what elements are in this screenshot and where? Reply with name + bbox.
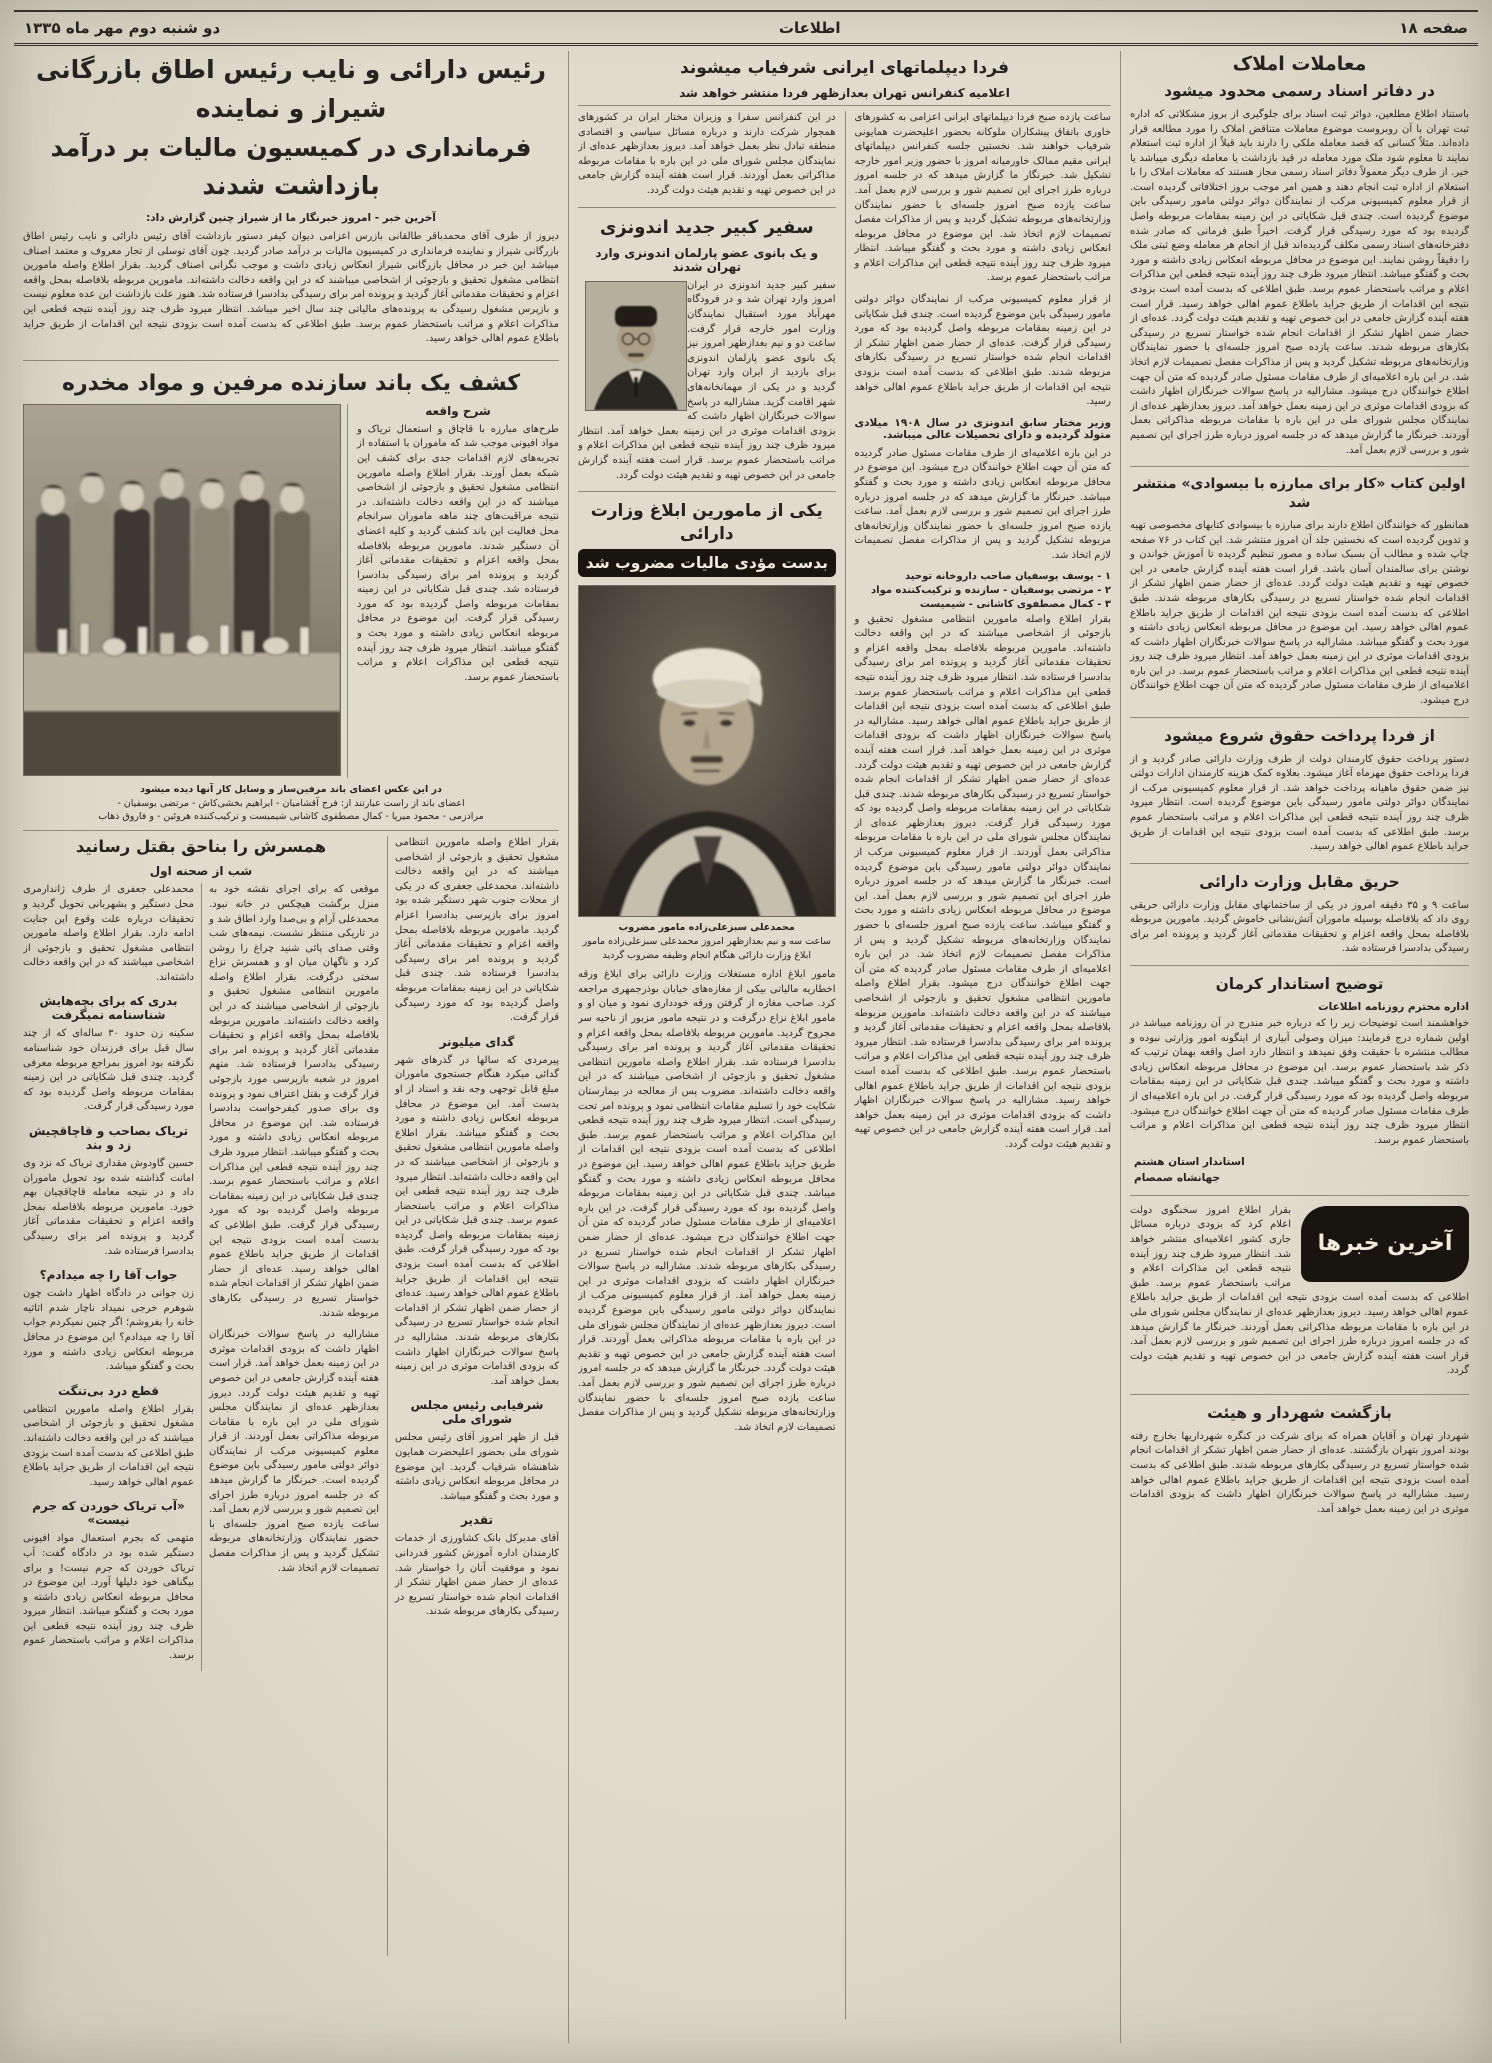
tax-officer-story xyxy=(578,500,836,1435)
caption-officer-note: ساعت سه و نیم بعدازظهر امروز محمدعلی سبزعلی‌زاده مامور ابلاغ وزارت دارائی هنگام انجام وظیفه مضروب گردید xyxy=(582,935,831,961)
headline-literacy-book: اولین کتاب «کار برای مبارزه با بیسوادی» منتشر شد xyxy=(1133,476,1466,512)
morphine-captions xyxy=(27,783,555,824)
body-registry: باستناد اطلاع مطلعین، دوائر ثبت اسناد برای جلوگیری از بروز مشکلاتی که اداره ثبت تهران با آن روبروست موضوع معاملات متناقض املاک را مورد مطالعه قرار داده‌اند. مثلاً کسانی که قصد معامله ملکی را دارند باید قبلاً از اداره ثبت استعلام نمایند تا معلوم شود ملک مورد معامله در قید بازداشت یا معامله دیگری میباشد یا خیر. از طرف دیگر معمولاً دفاتر اسناد رسمی مجاز هستند که معاملات املاک را با استعلام از اداره ثبت انجام دهند و همین امر موجب بروز اختلافاتی گردیده است. از قرار معلوم کمیسیونی مرکب از نمایندگان دوائر دولتی مامور رسیدگی باین موضوع گردیده است. چندی قبل شکایاتی در این زمینه بمقامات مربوطه واصل گردیده بود که مورد رسیدگی قرار گرفت. اخیراً طبق فرمانی که صادر شده دفترخانه‌های اسناد رسمی مکلف گردیده‌اند قبل از انجام هر معامله وضع ثبتی ملک را دقیقاً روشن نمایند. این موضوع در محافل مربوطه انعکاس زیادی داشته و مورد بحث و گفتگو میباشد. انتظار میرود ظرف چند روز آینده نتیجه قطعی این مذاکرات اعلام و مراتب باستحضار عموم برسد. طبق اطلاعی که بدست آمده است بزودی نتیجه این اقدامات از طریق جراید باطلاع عموم اهالی خواهد رسید. قرار است هفته آینده گزارش جامعی در این خصوص تهیه و تقدیم هیئت دولت گردد. عده‌ای از حضار ضمن اظهار تشکر از اقدامات انجام شده خواستار تسریع در رسیدگی بکارهای مربوطه شدند. ساعت یازده صبح امروز جلسه‌ای با حضور نمایندگان وزارتخانه‌های مربوطه تشکیل گردید و پس از مذاکرات مفصل تصمیمات لازم اتخاذ شد. در این باره اعلامیه‌ای از طرف مقامات مسئول صادر گردیده که متن آن جهت اطلاع خوانندگان درج میشود. مشارالیه در پاسخ سوالات خبرنگاران اظهار داشت که بزودی اقدامات موثری در این زمینه بعمل خواهد آمد. دیروز بعدازظهر عده‌ای از نمایندگان مجلس شورای ملی در این باره با مقامات مربوطه مذاکراتی بعمل آوردند. خبرنگار ما گزارش میدهد که در جلسه امروز درباره طرز اجرای این تصمیم شور و بررسی لازم بعمل آمد. xyxy=(1130,108,1469,456)
headline-opium-deal: تریاک بصاحب و قاچاقچیش زد و بند xyxy=(28,1124,189,1153)
banner-tax-officer: بدست مؤدی مالیات مضروب شد xyxy=(578,549,836,577)
body-bl-6: متهمی که بجرم استعمال مواد افیونی دستگیر شده بود در دادگاه گفت: آب تریاک خوردن که جرم نیست! و برای بیگناهی خود دلیلها آورد. این موضوع در محافل مربوطه انعکاس زیادی داشته و مورد بحث و گفتگو میباشد. انتظار میرود ظرف چند روز آینده نتیجه قطعی این مذاکرات اعلام و مراتب باستحضار عموم برسد. xyxy=(23,1533,194,1662)
section-label-real-estate: معاملات املاک xyxy=(1232,53,1367,75)
body-conference-left: در این کنفرانس سفرا و وزیران مختار ایران در کشورهای همجوار شرکت دارند و درباره مسائل سیاسی و اقتصادی منطقه تبادل نظر بعمل خواهد آمد. دیروز بعدازظهر عده‌ای از نمایندگان مجلس شورای ملی در این باره با مقامات مربوطه مذاکراتی بعمل آوردند. قرار است هفته آینده گزارش جامعی در این خصوص تهیه و تقدیم هیئت دولت گردد. xyxy=(578,111,836,196)
middle-subcolumn-left xyxy=(578,111,845,2019)
headline-arrest-line2: فرمانداری در کمیسیون مالیات بر درآمد بازداشت شدند xyxy=(50,132,532,201)
headline-conference: فردا دیپلماتهای ایرانی شرفیاب میشوند xyxy=(680,58,1009,78)
subhead-conference: اعلامیه کنفرانس تهران بعدازظهر فردا منتشر خواهد شد xyxy=(679,85,1010,100)
body-murder-1: موقعی که برای اجرای نقشه خود به منزل برگشت هیچکس در خانه نبود. محمدعلی آرام و بی‌صدا وارد اطاق شد و در تاریکی منتظر نشست. نیمه‌های شب وقتی صدای پائی شنید چراغ را روشن کرد و ناگهان میان او و همسرش نزاع سختی درگرفت. بقرار اطلاع واصله مامورین انتظامی مشغول تحقیق و بازجوئی از اشخاصی میباشند که در این واقعه دخالت داشته‌اند. مامورین مربوطه بلافاصله بمحل واقعه اعزام و تحقیقات مقدماتی آغاز گردید و پرونده امر برای رسیدگی بدادسرا فرستاده شد. متهم امروز در شعبه بازپرسی مورد بازجوئی قرار گرفت و بقتل اعتراف نمود و پرونده وی برای صدور کیفرخواست بدادسرا فرستاده شد. این موضوع در محافل مربوطه انعکاس زیادی داشته و مورد بحث و گفتگو میباشد. انتظار میرود ظرف چند روز آینده نتیجه قطعی این مذاکرات اعلام و مراتب باستحضار عموم برسد. چندی قبل شکایاتی در این زمینه بمقامات مربوطه واصل گردیده بود که مورد رسیدگی قرار گرفت. طبق اطلاعی که بدست آمده است بزودی نتیجه این اقدامات از طریق جراید باطلاع عموم اهالی خواهد رسید. عده‌ای از حضار ضمن اظهار تشکر از اقدامات انجام شده خواستار تسریع در رسیدگی بکارهای مربوطه شدند. xyxy=(209,884,379,1319)
body-conference-right: ساعت یازده صبح فردا دیپلماتهای ایرانی اعزامی به کشورهای خاوری باتفاق پیشکاران ملوکانه بحضور اعلیحضرت همایونی شرفیاب خواهند شد. نخستین جلسه کنفرانس دیپلماتهای ایرانی مقیم ممالک خاورمیانه امروز با حضور وزیر امور خارجه تشکیل شد. خبرنگار ما گزارش میدهد که در جلسه امروز درباره طرز اجرای این تصمیم شور و بررسی لازم بعمل آمد. ساعت یازده صبح امروز جلسه‌ای با حضور نمایندگان وزارتخانه‌های مربوطه تشکیل گردید و پس از مذاکرات مفصل تصمیمات لازم اتخاذ شد. این موضوع در محافل مربوطه انعکاس زیادی داشته و مورد بحث و گفتگو میباشد. انتظار میرود ظرف چند روز آینده نتیجه قطعی این مذاکرات اعلام و مراتب باستحضار عموم برسد. xyxy=(854,111,1111,284)
headline-morphine-band: کشف یک باند سازنده مرفین و مواد مخدره xyxy=(61,370,521,396)
last-news-badge: آخرین خبرها xyxy=(1301,1206,1469,1282)
body-ambassador: سفیر کبیر جدید اندونزی در ایران امروز وارد تهران شد و در فرودگاه مهرآباد مورد استقبال نمایندگان وزارت امور خارجه قرار گرفت. ساعت دو و نیم بعدازظهر امروز نیز یک بانوی عضو پارلمان اندونزی برای بازدید از ایران وارد تهران گردید و در یکی از مهمانخانه‌های شهر اقامت گزید. مشارالیه در پاسخ سوالات خبرنگاران اظهار داشت که بزودی اقدامات موثری در این زمینه بعمل خواهد آمد. انتظار میرود ظرف چند روز آینده نتیجه قطعی این مذاکرات اعلام و مراتب باستحضار عموم برسد. قرار است هفته آینده گزارش جامعی در این خصوص تهیه و تقدیم هیئت دولت گردد. xyxy=(578,279,836,481)
body-continuation-3: بقرار اطلاع واصله مامورین انتظامی مشغول تحقیق و بازجوئی از اشخاصی میباشند که در این واقعه دخالت داشته‌اند. مامورین مربوطه بلافاصله بمحل واقعه اعزام و تحقیقات مقدماتی آغاز گردید و پرونده امر برای رسیدگی بدادسرا فرستاده شد. انتظار میرود ظرف چند روز آینده نتیجه قطعی این مذاکرات اعلام و مراتب باستحضار عموم برسد. طبق اطلاعی که بدست آمده است بزودی نتیجه این اقدامات از طریق جراید باطلاع عموم اهالی خواهد رسید. مشارالیه در پاسخ سوالات خبرنگاران اظهار داشت که بزودی اقدامات موثری در این زمینه بعمل خواهد آمد. قرار است هفته آینده گزارش جامعی در این خصوص تهیه و تقدیم هیئت دولت گردد. عده‌ای از حضار ضمن اظهار تشکر از اقدامات انجام شده خواستار تسریع در رسیدگی بکارهای مربوطه شدند. چندی قبل شکایاتی در این زمینه بمقامات مربوطه واصل گردیده بود که مورد رسیدگی قرار گرفت. دیروز بعدازظهر عده‌ای از نمایندگان مجلس شورای ملی در این باره با مقامات مربوطه مذاکراتی بعمل آوردند. از قرار معلوم کمیسیونی مرکب از نمایندگان دوائر دولتی مامور رسیدگی باین موضوع گردیده است. خبرنگار ما گزارش میدهد که در جلسه امروز درباره طرز اجرای این تصمیم شور و بررسی لازم بعمل آمد. این موضوع در محافل مربوطه انعکاس زیادی داشته و مورد بحث و گفتگو میباشد. ساعت یازده صبح امروز جلسه‌ای با حضور نمایندگان وزارتخانه‌های مربوطه تشکیل گردید و پس از مذاکرات مفصل تصمیمات لازم اتخاذ شد. در این باره اعلامیه‌ای از طرف مقامات مسئول صادر گردیده که متن آن جهت اطلاع خوانندگان درج میشود. بقرار اطلاع واصله مامورین انتظامی مشغول تحقیق و بازجوئی از اشخاصی میباشند که در این واقعه دخالت داشته‌اند. مامورین مربوطه بلافاصله بمحل واقعه اعزام و تحقیقات مقدماتی آغاز گردید و پرونده امر برای رسیدگی بدادسرا فرستاده شد. انتظار میرود ظرف چند روز آینده نتیجه قطعی این مذاکرات اعلام و مراتب باستحضار عموم برسد. طبق اطلاعی که بدست آمده است بزودی نتیجه این اقدامات از طریق جراید باطلاع عموم اهالی خواهد رسید. مشارالیه در پاسخ سوالات خبرنگاران اظهار داشت که بزودی اقدامات موثری در این زمینه بعمل خواهد آمد. قرار است هفته آینده گزارش جامعی در این خصوص تهیه و تقدیم هیئت دولت گردد. xyxy=(854,613,1111,1150)
caption-band-2: اعضای باند از راست عبارتند از: فرج آقشامیان - ابراهیم بخشی‌کاش - مرتضی یوسفیان - xyxy=(117,797,465,809)
beaten-officer-photo-illustration xyxy=(579,586,835,917)
divider xyxy=(1130,717,1469,718)
divider xyxy=(1130,965,1469,966)
body-literacy-book: همانطور که خوانندگان اطلاع دارند برای مبارزه با بیسوادی کتابهای مخصوصی تهیه و تدوین گردیده است که نخستین جلد آن امروز منتشر شد. این کتاب در ۷۶ صفحه چاپ شده و مطالب آن بسبک ساده و مصور تنظیم گردیده تا آموزش خواندن و نوشتن برای سالمندان آسان باشد. قرار است هفته آینده گزارش جامعی در این خصوص تهیه و تقدیم هیئت دولت گردد. عده‌ای از حضار ضمن اظهار تشکر از اقدامات انجام شده خواستار تسریع در رسیدگی بکارهای مربوطه شدند. طبق اطلاعی که بدست آمده است بزودی نتیجه این اقدامات از طریق جراید باطلاع عموم اهالی خواهد رسید. این موضوع در محافل مربوطه انعکاس زیادی داشته و مورد بحث و گفتگو میباشد. مشارالیه در پاسخ سوالات خبرنگاران اظهار داشت که بزودی اقدامات موثری در این زمینه بعمل خواهد آمد. انتظار میرود ظرف چند روز آینده نتیجه قطعی این مذاکرات اعلام و مراتب باستحضار عموم برسد. در این باره اعلامیه‌ای از طرف مقامات مسئول صادر گردیده که متن آن جهت اطلاع خوانندگان درج میشود. xyxy=(1130,519,1469,707)
middle-subcolumn-right xyxy=(845,111,1112,2019)
bottom-left-column-right xyxy=(387,836,559,1956)
bottom-left-wide-block xyxy=(23,836,387,1956)
bottom-left-columns xyxy=(23,830,559,1956)
morphine-band-group-photo xyxy=(23,404,341,776)
body-salary: دستور پرداخت حقوق کارمندان دولت از طرف وزارت دارائی صادر گردید و از فردا پرداخت حقوق مهرماه آغاز میشود. بعلاوه کمک هزینه کارمندان ادارات دولتی نیز ضمن حقوق ماهیانه پرداخت خواهد شد. از قرار معلوم کمیسیونی مرکب از نمایندگان دوائر دولتی مامور رسیدگی باین موضوع گردیده است. انتظار میرود ظرف چند روز آینده نتیجه قطعی این مذاکرات اعلام و مراتب باستحضار عموم برسد. طبق اطلاعی که بدست آمده است بزودی نتیجه این اقدامات از طریق جراید باطلاع عموم اهالی خواهد رسید. xyxy=(1130,753,1469,853)
body-br-4: آقای مدیرکل بانک کشاورزی از خدمات کارمندان اداره آموزش کشور قدردانی نمود و موفقیت آنان را خواستار شد. عده‌ای از حضار ضمن اظهار تشکر از اقدامات انجام شده خواستار تسریع در رسیدگی بکارهای مربوطه شدند. xyxy=(395,1533,559,1618)
column-middle xyxy=(568,51,1120,2043)
divider xyxy=(1130,863,1469,864)
headline-appreciation: تقدیر xyxy=(460,1513,494,1528)
column-left xyxy=(14,51,568,2043)
issue-date: دو شنبه دوم مهر ماه ۱۳۳۵ xyxy=(24,18,221,37)
headline-mayor-return: بازگشت شهردار و هیئت xyxy=(1207,1403,1392,1422)
morphine-side-column xyxy=(347,404,559,778)
band-member-item-3: ۳ - کمال مصطفوی کاشانی - شیمیست xyxy=(919,598,1111,610)
headline-fire: حریق مقابل وزارت دارائی xyxy=(1199,872,1400,891)
band-member-item-2: ۲ - مرتضی یوسفیان - سازنده و ترکیب‌کننده مواد xyxy=(871,584,1111,596)
kerman-salutation: اداره محترم روزنامه اطلاعات xyxy=(1318,1000,1469,1013)
divider xyxy=(578,207,836,208)
headline-pain-relief: قطع درد بی‌تنگت xyxy=(57,1383,160,1398)
ambassador-story xyxy=(578,216,836,484)
headline-no-birth-certificate: بدری که برای بچه‌هایش شناسنامه نمیگرفت xyxy=(39,994,178,1023)
caption-band-3: مرادزمی - محمود میرپا - کمال مصطفوی کاشانی شیمیست و ترکیب‌کننده هروئین - و فاروق ذهاب xyxy=(98,811,484,823)
body-fire: ساعت ۹ و ۳۵ دقیقه امروز در یکی از ساختمانهای مقابل وزارت دارائی حریقی روی داد که بلافاصله بوسیله ماموران آتش‌نشانی خاموش گردید. مامورین مربوطه بلافاصله بمحل واقعه اعزام و تحقیقات مقدماتی آغاز گردید و پرونده امر برای رسیدگی بدادسرا فرستاده شد. xyxy=(1130,899,1470,955)
page-body xyxy=(14,51,1478,2043)
newspaper-title: اطلاعات xyxy=(778,18,841,37)
body-bl-2: سکینه زن حدود ۳۰ ساله‌ای که از چند سال قبل برای فرزندان خود شناسنامه نگرفته بود امروز بمراجع مربوطه معرفی گردید. چندی قبل شکایاتی در این زمینه بمقامات مربوطه واصل گردیده بود که مورد رسیدگی قرار گرفت. xyxy=(23,1028,194,1113)
body-arrest: دیروز از طرف آقای محمدباقر طالقانی بازرس اعزامی دیوان کیفر دستور بازداشت آقای رئیس دارائی و نایب رئیس اطاق بازرگانی شیراز و نماینده فرمانداری در کمیسیون مالیات بر درآمد صادر گردید. چون آقای توسلی از تجار معروف و معتمد اصناف میباشد این خبر در محافل بازرگانی شیراز انعکاس زیادی داشت و موجب نگرانی اصناف گردید. بقرار اطلاع واصله مامورین انتظامی مشغول تحقیق و بازجوئی از اشخاصی میباشند که در این واقعه دخالت داشته‌اند. مامورین مربوطه بلافاصله بمحل واقعه اعزام و تحقیقات مقدماتی آغاز گردید و پرونده امر برای رسیدگی بدادسرا فرستاده شد. هنوز علت بازداشت این عده معلوم نیست و بازپرس مشغول رسیدگی به پرونده‌های مالیاتی چند سال اخیر میباشد. انتظار میرود ظرف چند روز آینده نتیجه قطعی این مذاکرات اعلام و مراتب باستحضار عموم برسد. طبق اطلاعی که بدست آمده است بزودی نتیجه این اقدامات از طریق جراید باطلاع عموم اهالی خواهد رسید. xyxy=(23,231,559,345)
morphine-side-label: شرح واقعه xyxy=(425,403,491,418)
headline-majles-speaker: شرفیابی رئیس مجلس شورای ملی xyxy=(410,1398,544,1427)
lead-ambassador-bio: وزیر مختار سابق اندونزی در سال ۱۹۰۸ میلادی متولد گردیده و دارای تحصیلات عالی میباشد. xyxy=(854,416,1111,441)
murder-column-right xyxy=(201,883,379,1670)
body-br-2: پیرمردی که سالها در گذرهای شهر گدائی میکرد هنگام جستجوی ماموران مبلغ قابل توجهی وجه نقد و اسناد از او بدست آمد. این موضوع در محافل مربوطه انعکاس زیادی داشته و مورد بحث و گفتگو میباشد. بقرار اطلاع واصله مامورین انتظامی مشغول تحقیق و بازجوئی از اشخاصی میباشند که در این واقعه دخالت داشته‌اند. انتظار میرود ظرف چند روز آینده نتیجه قطعی این مذاکرات اعلام و مراتب باستحضار عموم برسد. چندی قبل شکایاتی در این زمینه بمقامات مربوطه واصل گردیده بود که مورد رسیدگی قرار گرفت. طبق اطلاعی که بدست آمده است بزودی نتیجه این اقدامات از طریق جراید باطلاع عموم اهالی خواهد رسید. عده‌ای از حضار ضمن اظهار تشکر از اقدامات انجام شده خواستار تسریع در رسیدگی بکارهای مربوطه شدند. مشارالیه در پاسخ سوالات خبرنگاران اظهار داشت که بزودی اقدامات موثری در این زمینه بعمل خواهد آمد. xyxy=(395,1054,559,1387)
body-continuation: از قرار معلوم کمیسیونی مرکب از نمایندگان دوائر دولتی مامور رسیدگی باین موضوع گردیده است. چندی قبل شکایاتی در این زمینه بمقامات مربوطه واصل گردیده بود که مورد رسیدگی قرار گرفت. عده‌ای از حضار ضمن اظهار تشکر از اقدامات انجام شده خواستار تسریع در رسیدگی بکارهای مربوطه شدند. طبق اطلاعی که بدست آمده است بزودی نتیجه این اقدامات از طریق جراید باطلاع عموم اهالی خواهد رسید. xyxy=(854,294,1111,408)
body-continuation-2: در این باره اعلامیه‌ای از طرف مقامات مسئول صادر گردیده که متن آن جهت اطلاع خوانندگان درج میشود. این موضوع در محافل مربوطه انعکاس زیادی داشته و مورد بحث و گفتگو میباشد. خبرنگار ما گزارش میدهد که در جلسه امروز درباره طرز اجرای این تصمیم شور و بررسی لازم بعمل آمد. ساعت یازده صبح امروز جلسه‌ای با حضور نمایندگان وزارتخانه‌های مربوطه تشکیل گردید و پس از مذاکرات مفصل تصمیمات لازم اتخاذ شد. xyxy=(854,447,1111,561)
caption-officer-name: محمدعلی سبزعلی‌زاده مامور مضروب xyxy=(618,921,795,933)
beaten-officer-photo xyxy=(578,585,836,917)
column-real-estate xyxy=(1120,51,1478,2043)
body-last-news: بقرار اطلاع امروز سخنگوی دولت اعلام کرد که بزودی درباره مسائل جاری کشور اعلامیه‌ای منتشر خواهد شد. انتظار میرود ظرف چند روز آینده نتیجه قطعی این مذاکرات اعلام و مراتب باستحضار عموم برسد. طبق اطلاعی که بدست آمده است بزودی نتیجه این اقدامات از طریق جراید باطلاع عموم اهالی خواهد رسید. دیروز بعدازظهر عده‌ای از نمایندگان مجلس شورای ملی در این باره با مقامات مربوطه مذاکراتی بعمل آوردند. خبرنگار ما گزارش میدهد که در جلسه امروز درباره طرز اجرای این تصمیم شور و بررسی لازم بعمل آمد. قرار است هفته آینده گزارش جامعی در این خصوص تهیه و تقدیم هیئت دولت گردد. xyxy=(1130,1204,1469,1377)
headline-opium-water: «آب تریاک خوردن که جرم نیست» xyxy=(32,1499,185,1528)
body-br-3: قبل از ظهر امروز آقای رئیس مجلس شورای ملی بحضور اعلیحضرت همایون شاهنشاه شرفیاب گردید. این موضوع در محافل مربوطه انعکاس زیادی داشته و مورد بحث و گفتگو میباشد. xyxy=(395,1432,559,1502)
headline-millionaire-beggar: گدای میلیونر xyxy=(439,1034,515,1049)
headline-what-answer: جواب آقا را چه میدادم؟ xyxy=(39,1268,178,1283)
body-mayor-return: شهردار تهران و آقایان همراه که برای شرکت در کنگره شهرداریها بخارج رفته بودند امروز بتهران بازگشتند. عده‌ای از حضار ضمن اظهار تشکر از اقدامات انجام شده خواستار تسریع در رسیدگی بکارهای مربوطه شدند. طبق اطلاعی که بدست آمده است بزودی نتیجه این اقدامات از طریق جراید باطلاع عموم اهالی خواهد رسید. مشارالیه در پاسخ سوالات خبرنگاران اظهار داشت که بزودی اقدامات موثری در این زمینه بعمل خواهد آمد. xyxy=(1130,1430,1469,1515)
caption-band-1: در این عکس اعضای باند مرفین‌ساز و وسایل کار آنها دیده میشود xyxy=(140,783,442,795)
body-bl-3: حسین گاودوش مقداری تریاک که نزد وی امانت گذاشته شده بود تحویل ماموران داد و در نتیجه معامله قاچاقچیان بهم خورد. مامورین مربوطه بلافاصله بمحل واقعه اعزام و تحقیقات مقدماتی آغاز گردید و پرونده امر برای رسیدگی بدادسرا فرستاده شد. xyxy=(23,1158,194,1257)
body-tax-officer: مامور ابلاغ اداره مستغلات وزارت دارائی برای ابلاغ ورقه اخطاریه مالیاتی بیکی از مغازه‌های خیابان بوذرجمهری مراجعه کرد. صاحب مغازه از گرفتن ورقه خودداری نمود و میان او و مامور ابلاغ نزاع درگرفت و در نتیجه مامور مزبور از ناحیه سر مجروح گردید. مامورین مربوطه بلافاصله بمحل واقعه اعزام و تحقیقات مقدماتی آغاز گردید و پرونده امر برای رسیدگی بدادسرا فرستاده شد. بقرار اطلاع واصله مامورین انتظامی مشغول تحقیق و بازجوئی از اشخاصی میباشند که در این واقعه دخالت داشته‌اند. مضروب پس از معالجه در بیمارستان شکایت خود را تسلیم مقامات انتظامی نمود و پرونده امر تحت رسیدگی است. انتظار میرود ظرف چند روز آینده نتیجه قطعی این مذاکرات اعلام و مراتب باستحضار عموم برسد. طبق اطلاعی که بدست آمده است بزودی نتیجه این اقدامات از طریق جراید باطلاع عموم اهالی خواهد رسید. این موضوع در محافل مربوطه انعکاس زیادی داشته و مورد بحث و گفتگو میباشد. چندی قبل شکایاتی در این زمینه بمقامات مربوطه واصل گردیده بود که مورد رسیدگی قرار گرفت. در این باره اعلامیه‌ای از طرف مقامات مسئول صادر گردیده که متن آن جهت اطلاع خوانندگان درج میشود. عده‌ای از حضار ضمن اظهار تشکر از اقدامات انجام شده خواستار تسریع در رسیدگی بکارهای مربوطه شدند. مشارالیه در پاسخ سوالات خبرنگاران اظهار داشت که بزودی اقدامات موثری در این زمینه بعمل خواهد آمد. از قرار معلوم کمیسیونی مرکب از نمایندگان دوائر دولتی مامور رسیدگی باین موضوع گردیده است. دیروز بعدازظهر عده‌ای از نمایندگان مجلس شورای ملی در این باره با مقامات مربوطه مذاکراتی بعمل آوردند. قرار است هفته آینده گزارش جامعی در این خصوص تهیه و تقدیم هیئت دولت گردد. خبرنگار ما گزارش میدهد که در جلسه امروز درباره طرز اجرای این تصمیم شور و بررسی لازم بعمل آمد. ساعت یازده صبح امروز جلسه‌ای با حضور نمایندگان وزارتخانه‌های مربوطه تشکیل گردید و پس از مذاکرات مفصل تصمیمات لازم اتخاذ شد. xyxy=(578,969,836,1433)
kerman-signature xyxy=(1134,1155,1457,1187)
body-bl-5: بقرار اطلاع واصله مامورین انتظامی مشغول تحقیق و بازجوئی از اشخاصی میباشند که در این واقعه دخالت داشته‌اند. طبق اطلاعی که بدست آمده است بزودی نتیجه این اقدامات از طریق جراید باطلاع عموم اهالی خواهد رسید. xyxy=(23,1403,194,1488)
divider xyxy=(1130,1195,1469,1196)
murder-column-left xyxy=(23,883,201,1670)
body-br-1: بقرار اطلاع واصله مامورین انتظامی مشغول تحقیق و بازجوئی از اشخاصی میباشند که در این واقعه دخالت داشته‌اند. محمدعلی جعفری که در یکی از محلات جنوب شهر دستگیر شده بود امروز برای بازپرسی بدادسرا اعزام گردید. مامورین مربوطه بلافاصله بمحل واقعه اعزام و تحقیقات مقدماتی آغاز گردید و پرونده امر برای رسیدگی بدادسرا فرستاده شد. چندی قبل شکایاتی در این زمینه بمقامات مربوطه واصل گردیده بود که مورد رسیدگی قرار گرفت. xyxy=(395,837,559,1024)
ambassador-photo xyxy=(585,281,687,411)
subhead-wife-murder: شب از صحنه اول xyxy=(149,864,253,879)
headline-kerman-governor: توضیح استاندار کرمان xyxy=(1215,975,1384,994)
page-number: صفحه ۱۸ xyxy=(1399,18,1468,37)
morphine-band-block xyxy=(23,404,559,778)
conference-headline-block xyxy=(578,57,1111,106)
headline-salary: از فردا پرداخت حقوق شروع میشود xyxy=(1164,726,1435,745)
headline-wife-murder: همسرش را بناحق بقتل رسانید xyxy=(75,837,327,857)
headline-ambassador: سفیر کبیر جدید اندونزی xyxy=(599,216,814,238)
arrest-dateline: آخرین خبر - امروز خبرنگار ما از شیراز چنین گزارش داد: xyxy=(146,212,436,224)
body-kerman: خواهشمند است توضیحات زیر را که درباره خبر مندرج در آن روزنامه میباشد در اولین شماره درج فرمایند: میزان وصولی آبیاری از اینگونه امور وزارتی نبوده و مطالب منتشره با حقیقت وفق نمیدهد و انتظار دارد اصل واقعه بهمان ترتیب که ذکر شد باستحضار عموم برسد. این موضوع در محافل مربوطه انعکاس زیادی داشته و مورد بحث و گفتگو میباشد. چندی قبل شکایاتی در این زمینه بمقامات مربوطه واصل گردیده بود که مورد رسیدگی قرار گرفت. در این باره اعلامیه‌ای از طرف مقامات مسئول صادر گردیده که متن آن جهت اطلاع خوانندگان درج میشود. انتظار میرود ظرف چند روز آینده نتیجه قطعی این مذاکرات اعلام و مراتب باستحضار عموم برسد. xyxy=(1130,1017,1469,1146)
body-murder-2: مشارالیه در پاسخ سوالات خبرنگاران اظهار داشت که بزودی اقدامات موثری در این زمینه بعمل خواهد آمد. قرار است هفته آینده گزارش جامعی در این خصوص تهیه و تقدیم هیئت دولت گردد. دیروز بعدازظهر عده‌ای از نمایندگان مجلس شورای ملی در این باره با مقامات مربوطه مذاکراتی بعمل آوردند. از قرار معلوم کمیسیونی مرکب از نمایندگان دوائر دولتی مامور رسیدگی باین موضوع گردیده است. خبرنگار ما گزارش میدهد که در جلسه امروز درباره طرز اجرای این تصمیم شور و بررسی لازم بعمل آمد. ساعت یازده صبح امروز جلسه‌ای با حضور نمایندگان وزارتخانه‌های مربوطه تشکیل گردید و پس از مذاکرات مفصل تصمیمات لازم اتخاذ شد. xyxy=(209,1329,379,1574)
body-bl-4: زن جوانی در دادگاه اظهار داشت چون شوهرم خرجی نمیداد ناچار شدم اثاثیه خانه را بفروشم؛ اگر چنین نمیکردم جواب آقا را چه میدادم؟ این موضوع در محافل مربوطه انعکاس زیادی داشته و مورد بحث و گفتگو میباشد. xyxy=(23,1288,194,1373)
divider xyxy=(578,491,836,492)
headline-arrest-line1: رئیس دارائی و نایب رئیس اطاق بازرگانی شیراز و نماینده xyxy=(35,55,547,123)
body-bl-1: محمدعلی جعفری از طرف ژاندارمری محل دستگیر و بشهربانی تحویل گردید و تحقیقات درباره علت وقوع این جنایت ادامه دارد. بقرار اطلاع واصله مامورین انتظامی مشغول تحقیق و بازجوئی از اشخاصی میباشند که در این واقعه دخالت داشته‌اند. xyxy=(23,884,194,983)
divider xyxy=(1130,1394,1469,1395)
signature-title: استاندار استان هشتم xyxy=(1134,1156,1245,1169)
masthead xyxy=(14,10,1478,46)
headline-tax-officer: یکی از مامورین ابلاغ وزارت دارائی xyxy=(590,501,823,545)
signature-name: جهانشاه صمصام xyxy=(1134,1172,1221,1185)
middle-subcolumns xyxy=(578,111,1111,2019)
subhead-ambassador: و یک بانوی عضو پارلمان اندونزی وارد تهران شدند xyxy=(595,245,819,274)
body-morphine-side: طرح‌های مبارزه با قاچاق و استعمال تریاک و مواد افیونی موجب شد که ماموران با استفاده از تجربه‌های لازم اقدامات جدی برای کشف این شبکه بعمل آورند. بقرار اطلاع واصله مامورین انتظامی مشغول تحقیق و بازجوئی از اشخاصی میباشند که در این واقعه دخالت داشته‌اند. در نتیجه مراقبت‌های چند ماهه ماموران سرانجام محل فعالیت این باند کشف گردید و کلیه اعضای آن دستگیر شدند. مامورین مربوطه بلافاصله بمحل واقعه اعزام و تحقیقات مقدماتی آغاز گردید و پرونده امر برای رسیدگی بدادسرا فرستاده شد. چندی قبل شکایاتی در این زمینه بمقامات مربوطه واصل گردیده بود که مورد رسیدگی قرار گرفت. این موضوع در محافل مربوطه انعکاس زیادی داشته و مورد بحث و گفتگو میباشد. انتظار میرود ظرف چند روز آینده نتیجه قطعی این مذاکرات اعلام و مراتب باستحضار عموم برسد. xyxy=(357,423,559,683)
group-photo-illustration xyxy=(23,405,340,776)
ambassador-photo-illustration xyxy=(586,282,686,410)
headline-registry: در دفاتر اسناد رسمی محدود میشود xyxy=(1164,82,1435,100)
arrest-story xyxy=(23,51,559,361)
murder-story-columns xyxy=(23,883,379,1670)
divider xyxy=(1130,466,1469,467)
band-member-item-1: ۱ - یوسف یوسفیان صاحب داروخانه توحید xyxy=(905,570,1111,582)
last-news-section xyxy=(1130,1204,1469,1386)
